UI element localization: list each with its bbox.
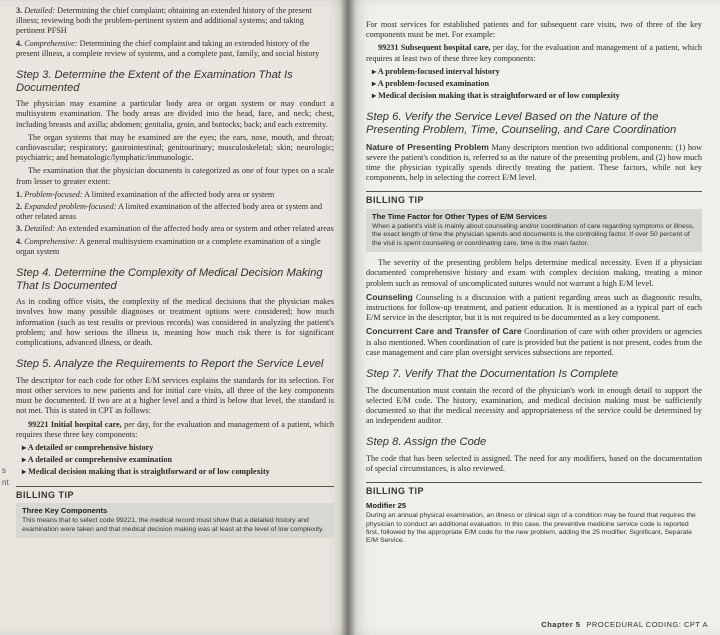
margin-note: nt [2,478,9,487]
billing-tip-box [366,500,702,548]
step8-heading: Step 8. Assign the Code [366,436,487,449]
billing-tip-label: BILLING TIP [16,486,334,500]
right-page [348,0,720,635]
tip-title: The Time Factor for Other Types of E/M Services [372,211,547,221]
paragraph: Counseling Counseling is a discussion with a patient regarding areas such as diagnostic results, instructions for follow-up treatment, and patient education. It is mentioned as a typical part of each E/M service in the descriptor, but it is not required to be documented as a key component. [366,291,703,323]
list-item: ▸ A detailed or comprehensive examination [22,455,173,465]
list-item: 1. Problem-focused: A limited examination of the affected body area or system [16,189,275,199]
code-descriptor: 99231 Subsequent hospital care, per day, for the evaluation and management of a patient, which requires at least two of these three key components: [366,43,702,63]
billing-tip-label: BILLING TIP [366,482,702,496]
list-item: 3. Detailed: An extended examination of the affected body area or system and other related areas [16,224,334,234]
tip-title: Modifier 25 [366,500,407,510]
right-column [366,20,702,554]
paragraph: The descriptor for each code for other E/M services explains the standards for its selection. For most other services to new patients and for initial care visits, all three of the key components must be documented. If two are at a higher level and a third is below that level, the standard is not met. This is stated in CPT as follows: [16,375,334,416]
step3-heading: Step 3. Determine the Extent of the Examination That Is Documented [16,69,293,94]
tip-text: When a patient's visit is mainly about counseling and/or coordination of care regarding symptoms or illness, the exact length of time the physician spends and documents is the controlling factor. If over 50 percent of the visit is spent counseling or coordinating care, time is the main factor. [372,223,695,247]
list-item: 4. Comprehensive: A general multisystem examination or a complete examination of a single organ system [16,236,321,256]
step4-heading: Step 4. Determine the Complexity of Medical Decision Making That Is Documented [16,267,323,292]
code-descriptor: 99221 Initial hospital care, per day, for the evaluation and management of a patient, which requires these three key components: [16,419,334,439]
list-item: ▸ A detailed or comprehensive history [22,443,154,453]
paragraph: Nature of Presenting Problem Many descriptors mention two additional components: (1) how severe the patient's condition is, referred to as the nature of the presenting problem, and (2) how much time the physician typically spends directly treating the patient. These factors, while not key components, help in selecting the correct E/M level. [366,141,703,183]
tip-text: During an annual physical examination, an illness or clinical sign of a condition may be found that requires the physician to conduct an additional evaluation. In this case, the preventive medicine service code is reported first, followed by the appropriate E/M code for the new problem, adding the 25 modifier, Significant, Separate E/M Service. [366,512,696,545]
billing-tip-box [16,503,334,538]
step6-heading: Step 6. Verify the Service Level Based on the Nature of the Presenting Problem, Time, Counseling, and Care Coordination [366,111,677,137]
step7-heading: Step 7. Verify That the Documentation Is Complete [366,368,619,381]
list-item: 4. Comprehensive: Determining the chief complaint and taking an extended history of the present illness, a complete review of systems, and a complete past, family, and social history [16,38,320,58]
left-column [16,6,334,544]
paragraph: Concurrent Care and Transfer of Care Coordination of care with other providers or agencies is also mentioned. When coordination of care is provided but the patient is not present, codes from the case management and care plan oversight services subsections are reported. [366,326,702,357]
history-type-list [16,6,334,59]
paragraph: The organ systems that may be examined are the eyes; the ears, nose, mouth, and throat; cardiovascular; respiratory; gastrointestinal; genitourinary; musculoskeletal; skin; neurologic; psychiatric; and hematologic/lymphatic/immunologic. [16,132,334,163]
book-gutter [340,0,356,635]
list-item: ▸ Medical decision making that is straightforward or of low complexity [22,467,270,477]
key-components-list [366,67,702,102]
list-item: ▸ A problem-focused interval history [372,66,500,76]
list-item: ▸ A problem-focused examination [372,79,490,89]
paragraph: As in coding office visits, the complexity of the medical decisions that the physician makes involves how many possible diagnoses or treatment options were considered; how much information (such as test results or previous records) was considered in analyzing the patient's problem; and how serious the illness is, meaning how much risk there is for significant complications, advanced illness, or death. [16,297,334,348]
page-footer: Chapter 5 PROCEDURAL CODING: CPT A [541,620,708,629]
paragraph: The physician may examine a particular body area or organ system or may conduct a multisystem examination. The body areas are divided into the head, face, and neck; chest, including breasts and axilla; abdomen; genitalia, groin, and buttocks; back; and each extremity. [16,99,334,129]
paragraph: For most services for established patients and for subsequent care visits, two of three of the key components must be met. For example: [366,20,702,40]
paragraph: The documentation must contain the record of the physician's work in enough detail to support the selected E/M code. The history, examination, and medical decision making must be sufficiently documented so that the medical necessity and appropriateness of the service could be determined by an independent auditor. [366,385,702,426]
tip-title: Three Key Components [22,505,108,515]
list-item: 3. Detailed: Determining the chief complaint; obtaining an extended history of the present illness; reviewing both the problem-pertinent system and additional systems; and taking pertinent PFSH [16,6,312,36]
paragraph: The examination that the physician documents is categorized as one of four types on a scale from lesser to greater extent: [16,166,334,186]
exam-type-list [16,190,334,257]
billing-tip-box [366,209,702,253]
list-item: ▸ Medical decision making that is straightforward or of low complexity [372,91,620,101]
paragraph: The severity of the presenting problem helps determine medical necessity. Even if a physician documented comprehensive history and exam with complex decision making, treating a minor problem such as removal of uncomplicated sutures would not warrant a high E/M level. [366,258,702,288]
paragraph: The code that has been selected is assigned. The need for any modifiers, based on the documentation of special circumstances, is also reviewed. [366,454,702,474]
margin-note: s [2,466,6,475]
tip-text: This means that to select code 99221, the medical record must show that a detailed history and examination were taken and that medical decision making was at least at the level of low complexity. [22,517,324,533]
key-components-list [16,443,334,478]
list-item: 2. Expanded problem-focused: A limited examination of the affected body area or system and other related areas [16,202,323,222]
left-page [0,0,348,635]
billing-tip-label: BILLING TIP [366,191,702,205]
step5-heading: Step 5. Analyze the Requirements to Report the Service Level [16,358,324,371]
